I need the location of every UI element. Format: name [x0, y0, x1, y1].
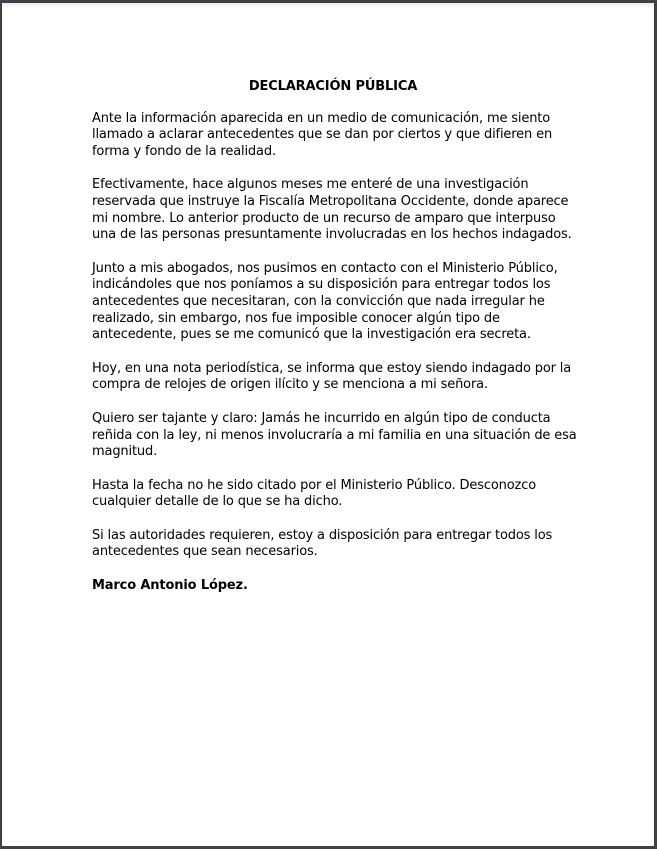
document-title: DECLARACIÓN PÚBLICA [248, 79, 418, 94]
paragraph-1: Ante la información aparecida en un medio de comunicación, me siento llamado a aclarar antecedentes que se dan por ciertos y que difieren en forma y fondo de la realidad. [92, 110, 553, 159]
paragraph-2: Efectivamente, hace algunos meses me enteré de una investigación reservada que instruye la Fiscalía Metropolitana Occidente, donde aparece mi nombre. Lo anterior producto de un recurso de amparo que interpuso una de las personas presuntamente involucradas en los hechos indagados. [92, 177, 572, 243]
document-page [2, 3, 654, 846]
paragraph-3: Junto a mis abogados, nos pusimos en contacto con el Ministerio Público, indicándoles que nos poníamos a su disposición para entregar todos los antecedentes que necesitaran, con la convicción que nada irregular he realizado, sin embargo, nos fue imposible conocer algún tipo de antecedente, pues se me comunicó que la investigación era secreta. [92, 260, 558, 343]
paragraph-6: Hasta la fecha no he sido citado por el Ministerio Público. Desconozco cualquier detalle de lo que se ha dicho. [92, 477, 537, 510]
paragraph-4: Hoy, en una nota periodística, se informa que estoy siendo indagado por la compra de relojes de origen ilícito y se menciona a mi señora. [92, 360, 572, 393]
document-body [92, 79, 582, 595]
paragraph-7: Si las autoridades requieren, estoy a disposición para entregar todos los antecedentes que sean necesarios. [92, 527, 553, 560]
signature: Marco Antonio López. [92, 578, 248, 594]
paragraph-5: Quiero ser tajante y claro: Jamás he incurrido en algún tipo de conducta reñida con la ley, ni menos involucraría a mi familia en una situación de esa magnitud. [92, 410, 577, 460]
